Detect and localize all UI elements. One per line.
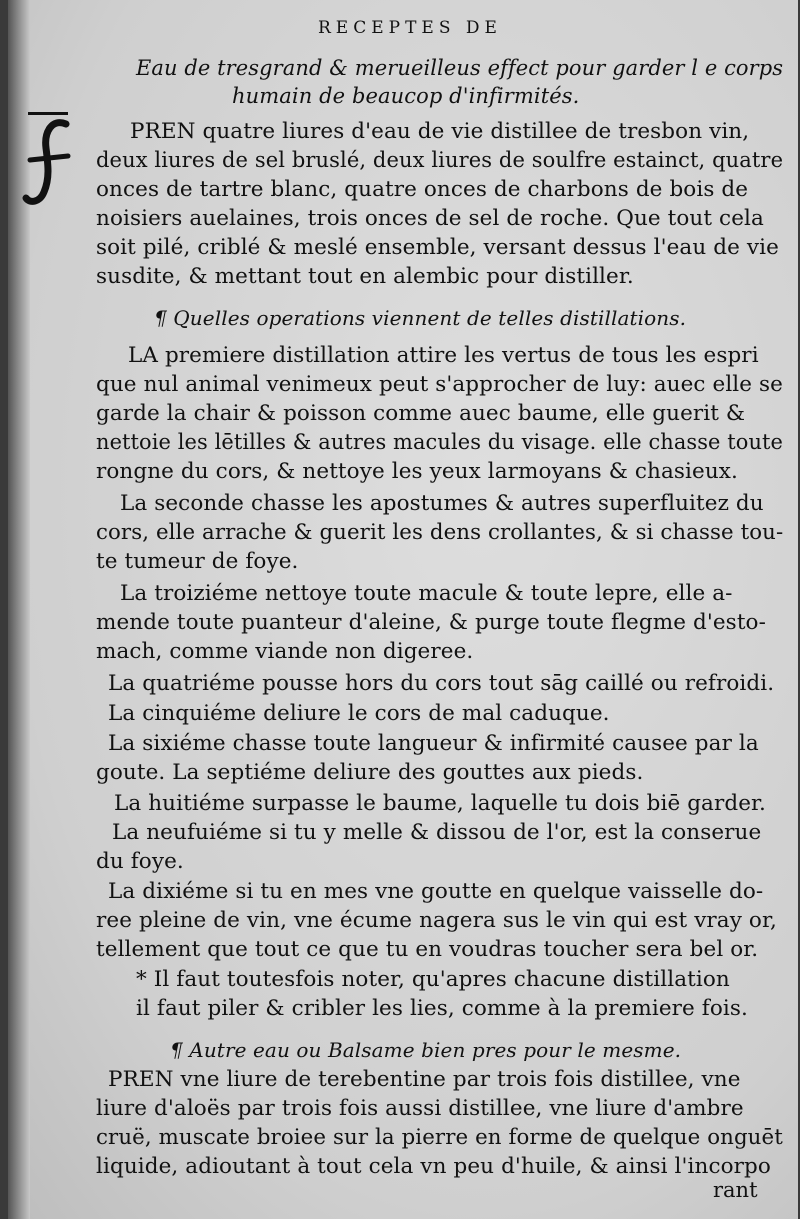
recipe-line: susdite, & mettant tout en alembic pour distiller.: [96, 264, 634, 289]
operation-line: La cinquiéme deliure le cors de mal caduque.: [108, 701, 610, 726]
title-line: Eau de tresgrand & merueilleus effect pour garder l e corps: [136, 56, 784, 80]
operation-line: du foye.: [96, 849, 184, 874]
operation-line: La dixiéme si tu en mes vne goutte en quelque vaisselle do-: [108, 879, 764, 904]
long-s-margin-mark-icon: [22, 118, 82, 208]
operation-line: La neufuiéme si tu y melle & dissou de l'or, est la conserue: [112, 820, 762, 845]
operation-line: cors, elle arrache & guerit les dens crollantes, & si chasse tou-: [96, 520, 784, 545]
operation-line: mende toute puanteur d'aleine, & purge toute flegme d'esto-: [96, 610, 766, 635]
recipe-line: PREN quatre liures d'eau de vie distillee de tresbon vin,: [130, 119, 750, 144]
recipe-line: liure d'aloës par trois fois aussi distillee, vne liure d'ambre: [96, 1096, 744, 1121]
operation-line: ree pleine de vin, vne écume nagera sus le vin qui est vray or,: [96, 908, 777, 933]
catchword: rant: [713, 1178, 758, 1202]
title-line: humain de beaucop d'infirmités.: [232, 84, 580, 108]
operation-line: La troiziéme nettoye toute macule & toute lepre, elle a-: [120, 581, 733, 606]
margin-dash-mark: [28, 112, 68, 115]
recipe-line: cruë, muscate broiee sur la pierre en forme de quelque onguēt: [96, 1125, 783, 1150]
operation-line: que nul animal venimeux peut s'approcher de luy: auec elle se: [96, 372, 784, 397]
operation-line: La quatriéme pousse hors du cors tout sāg caillé ou refroidi.: [108, 671, 775, 696]
operation-line: rongne du cors, & nettoye les yeux larmoyans & chasieux.: [96, 459, 738, 484]
recipe-line: soit pilé, criblé & meslé ensemble, versant dessus l'eau de vie: [96, 235, 779, 260]
recipe-line: noisiers auelaines, trois onces de sel de roche. Que tout cela: [96, 206, 764, 231]
operation-line: LA premiere distillation attire les vertus de tous les espri: [128, 343, 759, 368]
operation-line: goute. La septiéme deliure des gouttes aux pieds.: [96, 760, 644, 785]
book-page: [8, 0, 798, 1219]
running-head: RECEPTES DE: [318, 18, 502, 38]
operation-line: te tumeur de foye.: [96, 549, 299, 574]
operation-line: La sixiéme chasse toute langueur & infirmité causee par la: [108, 731, 759, 756]
note-line: * Il faut toutesfois noter, qu'apres chacune distillation: [136, 967, 730, 992]
section-heading: ¶ Quelles operations viennent de telles distillations.: [154, 306, 687, 330]
recipe-line: deux liures de sel bruslé, deux liures de soulfre estainct, quatre: [96, 148, 784, 173]
note-line: il faut piler & cribler les lies, comme à la premiere fois.: [136, 996, 748, 1021]
recipe-line: onces de tartre blanc, quatre onces de charbons de bois de: [96, 177, 749, 202]
section-heading: ¶ Autre eau ou Balsame bien pres pour le mesme.: [170, 1038, 682, 1062]
recipe-line: liquide, adioutant à tout cela vn peu d'huile, & ainsi l'incorpo: [96, 1154, 771, 1179]
operation-line: La huitiéme surpasse le baume, laquelle tu dois biē garder.: [114, 791, 766, 816]
operation-line: mach, comme viande non digeree.: [96, 639, 474, 664]
operation-line: nettoie les lētilles & autres macules du visage. elle chasse toute: [96, 430, 784, 455]
operation-line: La seconde chasse les apostumes & autres superfluitez du: [120, 491, 764, 516]
operation-line: tellement que tout ce que tu en voudras toucher sera bel or.: [96, 937, 759, 962]
recipe-line: PREN vne liure de terebentine par trois fois distillee, vne: [108, 1067, 741, 1092]
operation-line: garde la chair & poisson comme auec baume, elle guerit &: [96, 401, 746, 426]
